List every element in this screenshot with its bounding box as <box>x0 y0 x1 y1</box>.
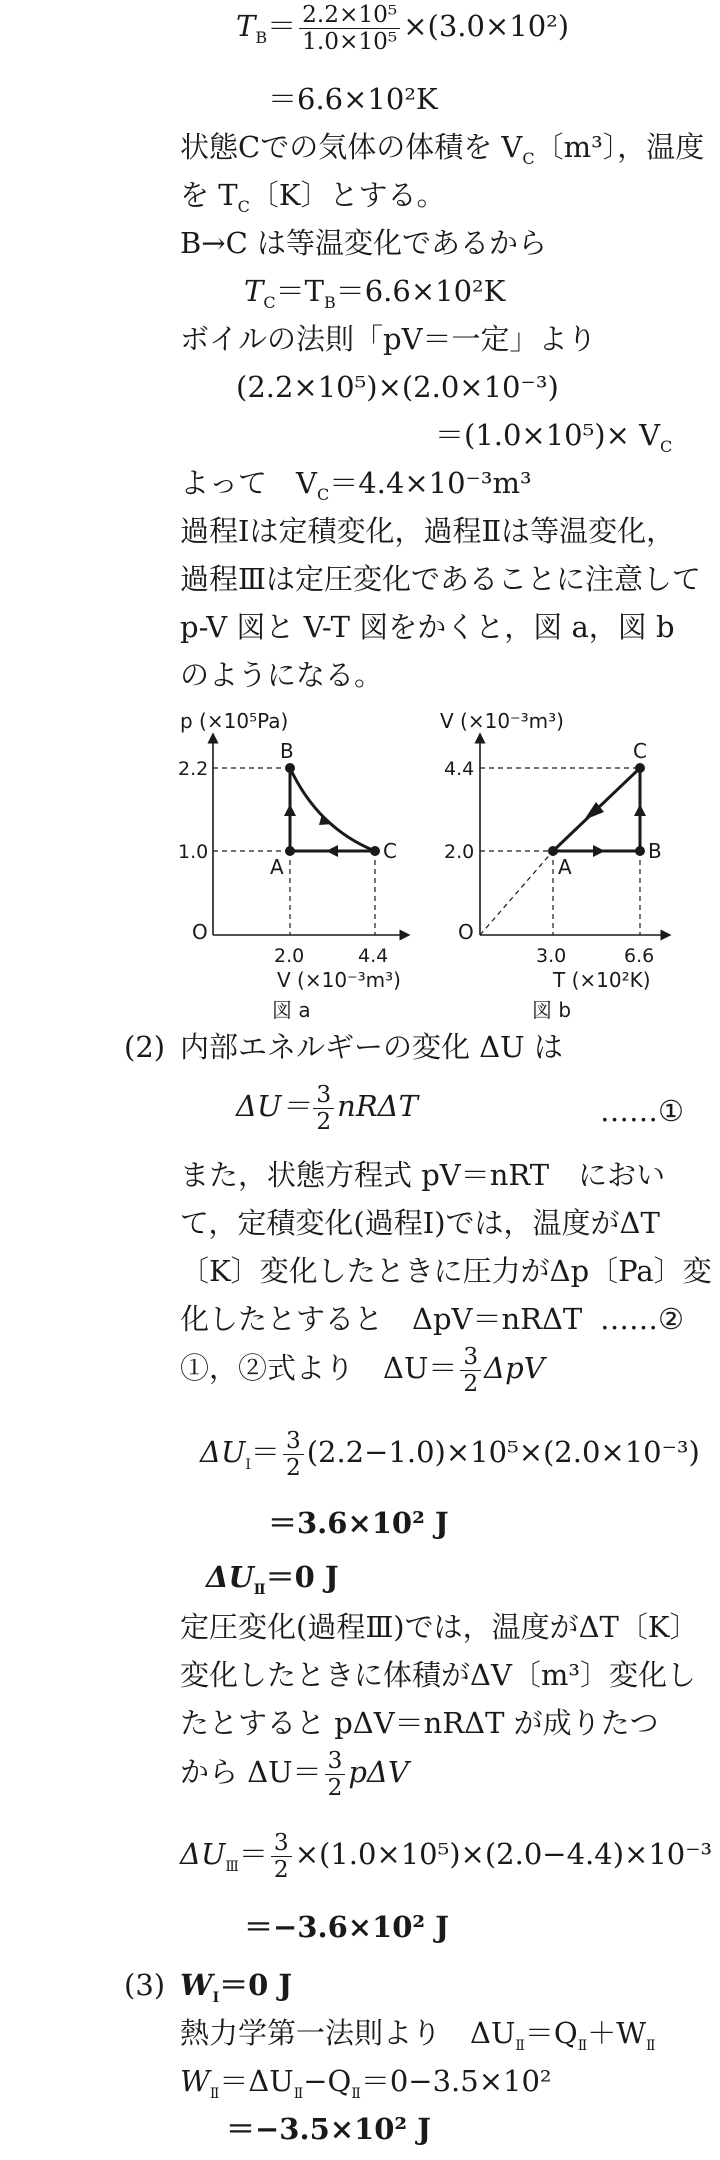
fig-b-arrow-1 <box>593 845 605 857</box>
fig-b-caption: 図 b <box>532 998 572 1020</box>
tb-fraction: $\frac{\text{2.2×10⁵}}{\text{1.0×10⁵}}$ <box>299 2 400 54</box>
fig-a-xtick: 4.4 <box>358 945 389 967</box>
boyle-lhs: (2.2×10⁵)×(2.0×10⁻³) <box>236 370 559 404</box>
w1-result: $W_Ⅰ=0$ J <box>180 1968 293 2006</box>
text-line: 過程Ⅰは定積変化，過程Ⅱは等温変化， <box>180 514 676 548</box>
text-line: て，定積変化(過程Ⅰ)では，温度がΔT <box>180 1206 660 1240</box>
fig-a-arrow-3 <box>326 845 338 857</box>
fig-b-origin: O <box>458 920 474 944</box>
fig-a-label-a: A <box>270 855 284 879</box>
fig-a-caption: 図 a <box>272 998 311 1020</box>
fig-b-point-a <box>548 846 558 856</box>
text-line: を $T_C$〔K〕とする。 <box>180 178 446 216</box>
fig-a-ylabel: p (×10⁵Pa) <box>180 709 289 733</box>
fig-b-point-c <box>635 763 645 773</box>
du-formula: ΔU＝ $\frac{3}{2}$ nRΔT <box>236 1081 418 1135</box>
fig-a-point-b <box>285 763 295 773</box>
text-line: 内部エネルギーの変化 ΔU は <box>180 1030 563 1064</box>
first-law-line: 熱力学第一法則より $\Delta U_Ⅱ=Q_Ⅱ+W_Ⅱ$ <box>180 2016 656 2054</box>
fig-b-arrow-2 <box>634 804 646 816</box>
fig-a-point-c <box>370 846 380 856</box>
tc-equation: $T_C=T_B=6.6\times 10^2K$ <box>244 274 506 312</box>
text-line: たとすると pΔV＝nRΔT が成りたつ <box>180 1706 659 1740</box>
fig-a-origin: O <box>192 920 208 944</box>
text-line: p-V 図と V-T 図をかくと，図 a，図 b <box>180 610 675 644</box>
fig-b-guide <box>480 851 553 935</box>
text-line: 状態Cでの気体の体積を $V_C$〔m³〕，温度 <box>180 130 705 168</box>
fig-b-xlabel: T (×10²K) <box>553 968 651 992</box>
figure-area <box>0 700 720 1020</box>
section-2-label: (2) <box>124 1030 166 1064</box>
fig-a-xlabel: V (×10⁻³m³) <box>277 968 401 992</box>
fig-b-ylabel: V (×10⁻³m³) <box>440 709 564 733</box>
fig-a-point-a <box>285 846 295 856</box>
fig-b-point-b <box>635 846 645 856</box>
fig-b-ytick: 2.0 <box>444 841 475 863</box>
du-isobaric: から ΔU＝ $\frac{3}{2}$ pΔV <box>180 1747 409 1801</box>
fig-b-label-b: B <box>648 839 662 863</box>
text-line: また，状態方程式 pV＝nRT におい <box>180 1158 666 1192</box>
text-line: 変化したときに体積がΔV〔m³〕変化し <box>180 1658 697 1692</box>
fig-b-ytick: 4.4 <box>444 758 475 780</box>
fig-a-process-2 <box>290 768 375 851</box>
fig-b-xtick: 3.0 <box>536 945 567 967</box>
fig-a-ytick: 1.0 <box>178 841 209 863</box>
text-line: 定圧変化(過程Ⅲ)では，温度がΔT〔K〕 <box>180 1610 699 1644</box>
fig-a-label-c: C <box>383 839 397 863</box>
figure-b <box>440 709 666 1020</box>
fig-b-label-a: A <box>558 855 572 879</box>
fig-b-xtick: 6.6 <box>624 945 655 967</box>
fig-a-label-b: B <box>280 739 294 763</box>
du3-equation: $\Delta U_Ⅲ=$ $\frac{3}{2}$ ×(1.0×10⁵)×(2.0−4.4)×10⁻³ <box>180 1829 713 1883</box>
section-3-label: (3) <box>124 1968 166 2002</box>
equation-tag-2: ……② <box>600 1302 684 1336</box>
tb-result: ＝6.6×10²K <box>268 82 438 116</box>
figure-a <box>178 709 405 1020</box>
text-line: 〔K〕変化したときに圧力がΔp〔Pa〕変 <box>180 1254 712 1288</box>
text-line: ボイルの法則「pV＝一定」より <box>180 322 597 356</box>
boyle-rhs: $=(1.0\times 10^5)\times V_C$ <box>435 418 673 456</box>
du2-result: $\Delta U_Ⅱ=0$ J <box>206 1560 339 1598</box>
fig-a-ytick: 2.2 <box>178 758 209 780</box>
text-line: 過程Ⅲは定圧変化であることに注意して <box>180 562 701 596</box>
du-derivation: ①，②式より ΔU＝ $\frac{3}{2}$ ΔpV <box>180 1343 545 1397</box>
tb-equation: $T_B=$ $\frac{\text{2.2×10⁵}}{\text{1.0×10⁵}}$ ×(3.0×10²) <box>236 1 570 55</box>
w2-result: ＝−3.5×10² J <box>226 2112 431 2146</box>
fig-b-label-c: C <box>633 739 647 763</box>
equation-tag-1: ……① <box>600 1094 684 1128</box>
du3-result: ＝−3.6×10² J <box>244 1910 449 1944</box>
text-line: のようになる。 <box>180 658 384 692</box>
du1-equation: $\Delta U_Ⅰ=$ $\frac{3}{2}$ (2.2−1.0)×10⁵×(2.0×10⁻³) <box>200 1427 700 1481</box>
text-line: 化したとすると ΔpV＝nRΔT <box>180 1302 583 1336</box>
text-line: B→C は等温変化であるから <box>180 226 548 260</box>
fig-a-arrow-1 <box>284 804 296 816</box>
w2-equation: $W_Ⅱ=\Delta U_Ⅱ-Q_Ⅱ=0-3.5\times 10^2$ <box>180 2064 552 2102</box>
fig-a-xtick: 2.0 <box>274 945 305 967</box>
vc-result: よって $V_C=4.4\times 10^{-3}m^3$ <box>180 466 532 504</box>
du1-result: ＝3.6×10² J <box>268 1506 449 1540</box>
